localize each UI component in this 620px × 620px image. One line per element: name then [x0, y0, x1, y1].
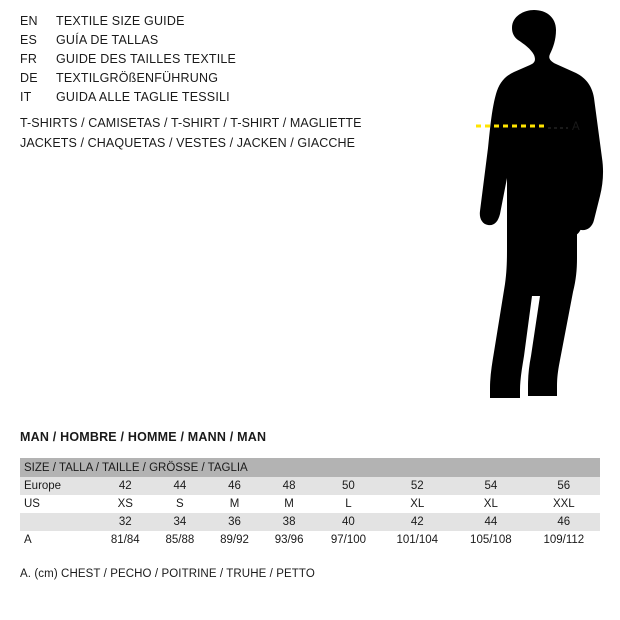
- cell-europe-0: 42: [98, 477, 153, 495]
- cell-us-7: XXL: [528, 495, 600, 513]
- cell-a-0: 81/84: [98, 531, 153, 549]
- cell-a-7: 109/112: [528, 531, 600, 549]
- language-list: [20, 14, 420, 109]
- cell-us-1: S: [153, 495, 208, 513]
- cell-a-3: 93/96: [262, 531, 317, 549]
- cell-numeric-2: 36: [207, 513, 262, 531]
- language-row-de: [20, 71, 420, 90]
- language-text-en: TEXTILE SIZE GUIDE: [56, 14, 185, 28]
- language-code-it: IT: [20, 90, 32, 104]
- cell-europe-1: 44: [153, 477, 208, 495]
- table-title: MAN / HOMBRE / HOMME / MANN / MAN: [20, 430, 267, 444]
- footnote-chest: A. (cm) CHEST / PECHO / POITRINE / TRUHE / PETTO: [20, 568, 315, 580]
- cell-us-2: M: [207, 495, 262, 513]
- cell-a-6: 105/108: [454, 531, 528, 549]
- cell-europe-3: 48: [262, 477, 317, 495]
- cell-numeric-4: 40: [316, 513, 380, 531]
- cell-us-4: L: [316, 495, 380, 513]
- cell-numeric-5: 42: [380, 513, 454, 531]
- table-header-row: [20, 458, 600, 477]
- table-row: [20, 513, 600, 531]
- category-jackets: JACKETS / CHAQUETAS / VESTES / JACKEN / GIACCHE: [20, 136, 356, 150]
- language-row-fr: [20, 52, 420, 71]
- cell-europe-2: 46: [207, 477, 262, 495]
- row-label-us: US: [20, 495, 98, 513]
- language-text-it: GUIDA ALLE TAGLIE TESSILI: [56, 90, 230, 104]
- cell-europe-7: 56: [528, 477, 600, 495]
- cell-a-2: 89/92: [207, 531, 262, 549]
- silhouette-icon: [420, 8, 620, 408]
- cell-europe-4: 50: [316, 477, 380, 495]
- category-list: [20, 113, 440, 153]
- cell-numeric-6: 44: [454, 513, 528, 531]
- row-label-europe: Europe: [20, 477, 98, 495]
- cell-numeric-3: 38: [262, 513, 317, 531]
- table-row: [20, 477, 600, 495]
- cell-numeric-7: 46: [528, 513, 600, 531]
- chest-leader-dots: [548, 127, 568, 129]
- cell-us-6: XL: [454, 495, 528, 513]
- cell-europe-6: 54: [454, 477, 528, 495]
- language-code-de: DE: [20, 71, 38, 85]
- table-row: [20, 531, 600, 549]
- language-text-fr: GUIDE DES TAILLES TEXTILE: [56, 52, 237, 66]
- table-row: [20, 495, 600, 513]
- language-text-es: GUÍA DE TALLAS: [56, 33, 159, 47]
- size-table: [20, 458, 600, 549]
- cell-a-5: 101/104: [380, 531, 454, 549]
- language-row-en: [20, 14, 420, 33]
- language-row-es: [20, 33, 420, 52]
- category-tshirts: T-SHIRTS / CAMISETAS / T-SHIRT / T-SHIRT / MAGLIETTE: [20, 116, 362, 130]
- language-row-it: [20, 90, 420, 109]
- cell-a-1: 85/88: [153, 531, 208, 549]
- row-label-a: A: [20, 531, 98, 549]
- language-code-es: ES: [20, 33, 38, 47]
- chest-label-a: A: [572, 121, 580, 133]
- cell-us-5: XL: [380, 495, 454, 513]
- man-silhouette-figure: [420, 8, 620, 408]
- cell-us-3: M: [262, 495, 317, 513]
- cell-europe-5: 52: [380, 477, 454, 495]
- cell-a-4: 97/100: [316, 531, 380, 549]
- language-text-de: TEXTILGRÖßENFÜHRUNG: [56, 71, 219, 85]
- language-code-en: EN: [20, 14, 38, 28]
- language-code-fr: FR: [20, 52, 38, 66]
- row-label-numeric: [20, 513, 98, 531]
- table-header-label: SIZE / TALLA / TAILLE / GRÖSSE / TAGLIA: [20, 458, 600, 477]
- cell-numeric-1: 34: [153, 513, 208, 531]
- cell-numeric-0: 32: [98, 513, 153, 531]
- cell-us-0: XS: [98, 495, 153, 513]
